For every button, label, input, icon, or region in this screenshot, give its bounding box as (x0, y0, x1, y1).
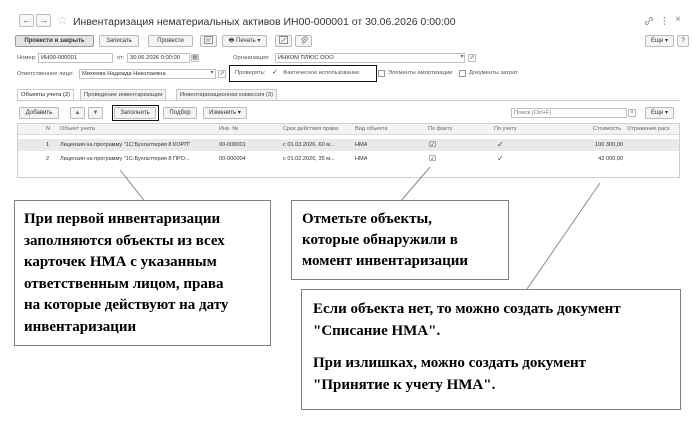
calendar-icon[interactable]: ▦ (192, 55, 198, 61)
print-label: Печать (236, 38, 256, 44)
term-cell: с 01.03.2026, 60 м... (283, 142, 335, 148)
help-button[interactable]: ? (677, 35, 689, 47)
column-header[interactable]: N (46, 126, 51, 132)
inventory-number-cell: 00-000004 (219, 156, 246, 162)
column-header[interactable]: Стоимость (593, 126, 622, 132)
callout-line: карточек НМА с указанным (24, 254, 217, 270)
column-header[interactable]: По факту (428, 126, 453, 132)
callout-line: Если объекта нет, то можно создать документ (313, 301, 621, 317)
callout-line: Отметьте объекты, (302, 211, 432, 227)
responsible-label: Ответственное лицо: (17, 71, 74, 77)
clear-search-icon[interactable]: × (628, 109, 636, 117)
check-actual-label: Фактическое использование (283, 70, 360, 76)
date-label: от: (117, 55, 125, 61)
table-more-label: Еще (651, 110, 664, 116)
callout-line: момент инвентаризации (302, 253, 469, 269)
number-field[interactable]: ИН00-000001 (38, 53, 113, 63)
close-icon[interactable]: × (675, 14, 681, 25)
printer-icon: 🖶 (228, 38, 235, 44)
arrow-right-icon: → (39, 15, 48, 25)
date-field[interactable]: 30.06.2026 0:00:00 (127, 53, 190, 63)
page-title: Инвентаризация нематериальных активов ИН00-000001 от 30.06.2026 0:00:00 (73, 16, 456, 28)
number-label: Номер: (17, 55, 37, 61)
open-icon[interactable]: ⇗ (469, 55, 475, 61)
cost-cell: 100 300,00 (595, 142, 623, 148)
account-checkmark-icon: ✓ (497, 140, 504, 149)
column-header[interactable]: Срок действия права (283, 126, 339, 132)
chevron-down-icon: ▾ (237, 110, 241, 116)
chevron-down-icon: ▾ (664, 110, 668, 116)
fill-button[interactable]: Заполнить (114, 107, 156, 119)
row-number: 2 (46, 156, 50, 162)
column-header[interactable]: Отражение расх (627, 126, 670, 132)
callout-documents (301, 289, 681, 410)
callout-mark-objects (291, 200, 509, 280)
check-amort-label: Элементы амортизации (388, 70, 453, 76)
callout-line: ответственным лицом, права (24, 275, 224, 292)
column-header[interactable]: Вид объекта (355, 126, 388, 132)
column-header[interactable]: Инв. № (219, 126, 239, 132)
callout-first-inventory (14, 200, 271, 346)
move-up-icon[interactable]: ▲ (70, 107, 85, 119)
arrow-left-icon: ← (22, 15, 31, 25)
account-checkmark-icon: ✓ (497, 154, 504, 163)
pointer-line (527, 183, 600, 289)
post-and-close-button[interactable]: Провести и закрыть (15, 35, 94, 47)
callout-line: заполняются объекты из всех (24, 232, 225, 249)
callout-line: на которые действуют на дату (24, 297, 229, 313)
column-header[interactable]: По учету (494, 126, 517, 132)
pointer-line (400, 167, 430, 202)
object-cell: Лицензия на программу "1С:Бухгалтерия 8 КОРП" (60, 142, 191, 148)
chevron-down-icon: ▾ (664, 38, 668, 44)
callout-line: "Принятие к учету НМА". (313, 377, 496, 393)
kind-cell: НМА (355, 156, 368, 162)
callout-line: инвентаризации (24, 318, 137, 335)
inventory-number-cell: 00-000001 (219, 142, 246, 148)
chevron-down-icon[interactable]: ▾ (460, 54, 464, 60)
checkmark-icon[interactable]: ✓ (272, 69, 278, 76)
tab-inventory-run[interactable]: Проведение инвентаризации (80, 89, 166, 100)
callout-line: При излишках, можно создать документ (313, 355, 586, 371)
chevron-down-icon: ▾ (257, 38, 261, 44)
tab-commission[interactable]: Инвентаризационная комиссия (3) (176, 89, 277, 100)
org-label: Организация: (233, 55, 270, 61)
check-costs-label: Документы затрат (469, 70, 518, 76)
save-button[interactable]: Записать (99, 35, 139, 47)
tab-objects[interactable]: Объекты учета (2) (17, 89, 74, 100)
check-label: Проверять: (235, 70, 266, 76)
callout-line: которые обнаружили в (302, 232, 458, 248)
star-icon[interactable]: ☆ (57, 13, 68, 27)
kind-cell: НМА (355, 142, 368, 148)
chevron-down-icon[interactable]: ▾ (210, 70, 214, 76)
fact-checkbox-icon[interactable]: ☑ (429, 154, 437, 163)
fact-checkbox-icon[interactable]: ☑ (429, 140, 437, 149)
post-button[interactable]: Провести (148, 35, 193, 47)
add-button[interactable]: Добавить (19, 107, 59, 119)
open-icon[interactable]: ⇗ (219, 71, 225, 77)
select-button[interactable]: Подбор (163, 107, 197, 119)
row-number: 1 (46, 142, 50, 148)
more-label: Еще (651, 38, 664, 44)
term-cell: с 01.02.2026, 35 м... (283, 156, 335, 162)
responsible-field[interactable]: Михеева Надежда Николаевна (79, 69, 216, 79)
object-cell: Лицензия на программу "1С:Бухгалтерия 8 ПРО... (60, 156, 190, 162)
column-header[interactable]: Объект учета (60, 126, 95, 132)
callout-spacer (313, 342, 680, 352)
cost-cell: 42 000,00 (598, 156, 623, 162)
move-down-icon[interactable]: ▼ (88, 107, 103, 119)
callout-line: "Списание НМА". (313, 323, 441, 339)
organization-field[interactable]: ИНКОМ ПЛЮС ООО (275, 53, 465, 63)
change-label: Изменить (209, 110, 237, 116)
callout-line: При первой инвентаризации (24, 211, 221, 227)
